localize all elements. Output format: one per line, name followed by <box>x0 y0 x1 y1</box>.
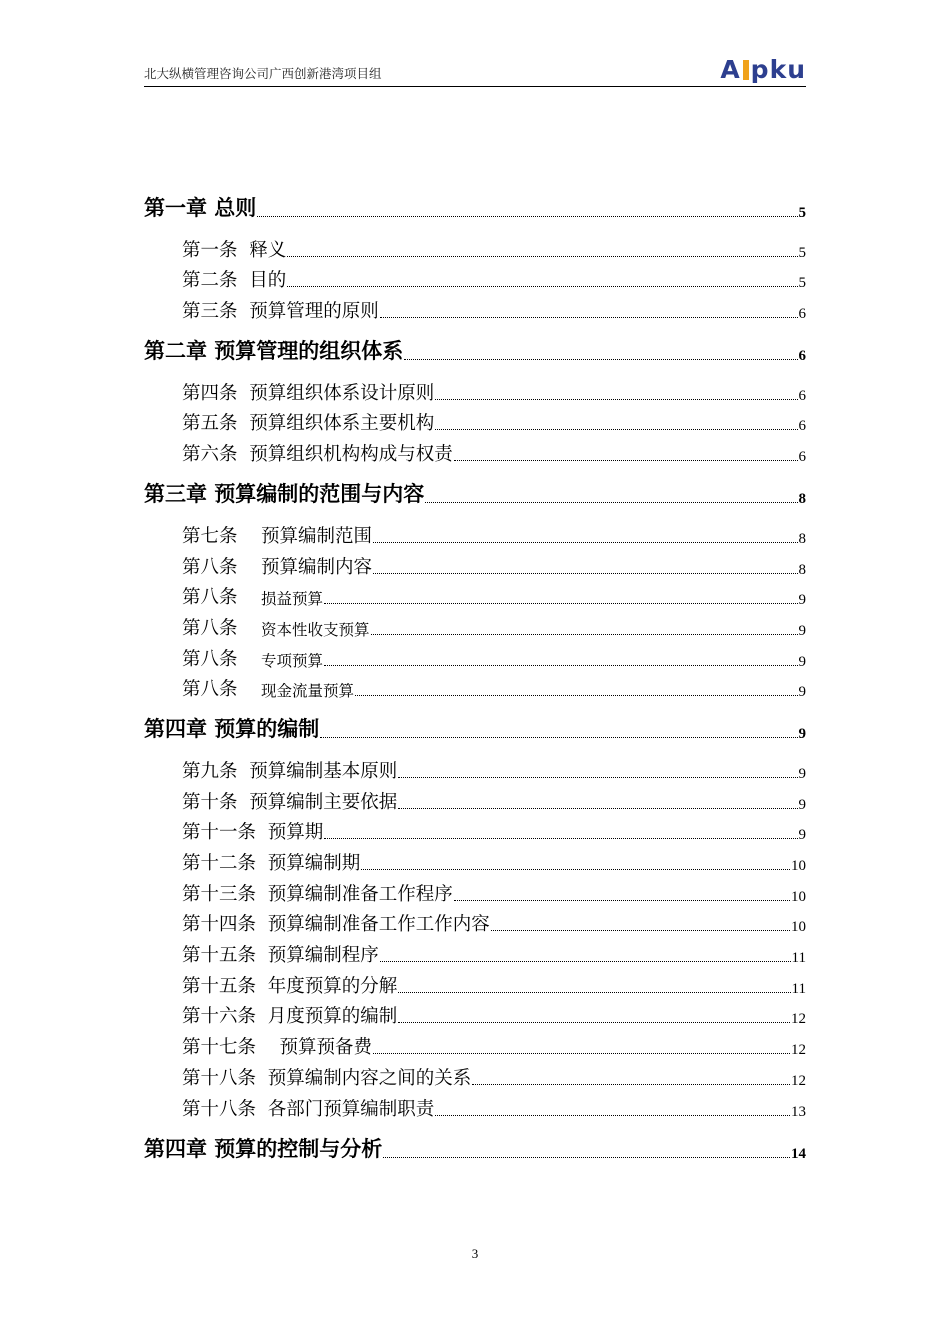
toc-section-title: 预算编制期 <box>267 853 361 874</box>
toc-section-title: 预算组织机构构成与权责 <box>249 444 453 466</box>
table-of-contents <box>144 192 806 1172</box>
toc-article-number: 第十八条 <box>182 1098 257 1120</box>
page-number: 3 <box>471 1246 479 1261</box>
toc-separator <box>238 241 250 262</box>
toc-section[interactable] <box>144 640 806 671</box>
toc-page-number: 9 <box>798 765 806 782</box>
toc-article-number: 第十七条 <box>182 1037 257 1059</box>
toc-separator <box>256 823 268 844</box>
dot-leader <box>404 358 797 360</box>
dot-leader <box>324 837 797 839</box>
dot-leader <box>454 899 790 901</box>
toc-page-number: 10 <box>791 919 806 936</box>
toc-separator <box>238 793 250 814</box>
toc-separator <box>238 558 262 579</box>
toc-section[interactable] <box>144 967 806 998</box>
toc-section[interactable] <box>144 1090 806 1121</box>
toc-separator <box>238 302 250 323</box>
toc-page-number: 9 <box>798 726 806 743</box>
toc-article-number: 第六条 <box>182 444 238 466</box>
toc-article-number: 第八条 <box>182 679 238 701</box>
toc-section-title: 各部门预算编制职责 <box>267 1098 435 1120</box>
toc-article-number: 第七条 <box>182 525 238 547</box>
toc-article-number: 第十条 <box>182 791 238 813</box>
dot-leader <box>373 541 797 543</box>
toc-section[interactable] <box>144 936 806 967</box>
dot-leader <box>257 215 797 217</box>
toc-separator <box>238 680 262 701</box>
toc-section[interactable] <box>144 1028 806 1059</box>
dot-leader <box>324 664 797 666</box>
logo-text-left: A <box>720 55 741 84</box>
toc-separator <box>238 588 262 609</box>
toc-article-number: 第十三条 <box>182 883 257 905</box>
toc-chapter-title: 第三章 预算编制的范围与内容 <box>144 481 425 507</box>
toc-section[interactable] <box>144 374 806 405</box>
toc-article-number: 第八条 <box>182 617 238 639</box>
toc-section[interactable] <box>144 405 806 436</box>
toc-page-number: 6 <box>798 449 806 466</box>
toc-chapter-title: 第四章 预算的控制与分析 <box>144 1135 383 1161</box>
dot-leader <box>435 398 797 400</box>
toc-section[interactable] <box>144 752 806 783</box>
toc-page-number: 11 <box>791 980 806 997</box>
toc-page-number: 8 <box>798 561 806 578</box>
toc-page-number: 12 <box>791 1072 806 1089</box>
toc-article-number: 第八条 <box>182 648 238 670</box>
toc-chapter[interactable] <box>144 1133 806 1163</box>
dot-leader <box>320 736 797 738</box>
toc-chapter-title: 第四章 预算的编制 <box>144 716 320 742</box>
toc-section[interactable] <box>144 875 806 906</box>
toc-article-number: 第十一条 <box>182 822 257 844</box>
toc-page-number: 6 <box>798 306 806 323</box>
toc-page-number: 9 <box>798 653 806 670</box>
toc-chapter-title: 第二章 预算管理的组织体系 <box>144 338 404 364</box>
dot-leader <box>380 960 791 962</box>
toc-article-number: 第一条 <box>182 239 238 261</box>
dot-leader <box>373 1052 790 1054</box>
toc-article-number: 第五条 <box>182 413 238 435</box>
toc-page-number: 12 <box>791 1042 806 1059</box>
toc-page-number: 9 <box>798 796 806 813</box>
toc-section-title: 预算编制准备工作工作内容 <box>267 914 490 936</box>
toc-section-title: 预算编制范围 <box>261 525 373 547</box>
toc-page-number: 5 <box>798 275 806 292</box>
dot-leader <box>491 929 790 931</box>
toc-page-number: 8 <box>798 530 806 547</box>
toc-section[interactable] <box>144 783 806 814</box>
page-header <box>144 52 806 87</box>
toc-section[interactable] <box>144 609 806 640</box>
company-logo <box>720 56 806 84</box>
toc-separator <box>256 915 268 936</box>
dot-leader <box>373 572 797 574</box>
toc-separator <box>238 619 262 640</box>
toc-page-number: 12 <box>791 1011 806 1028</box>
toc-section[interactable] <box>144 814 806 845</box>
dot-leader <box>435 428 797 430</box>
toc-page-number: 9 <box>798 684 806 701</box>
toc-page-number: 9 <box>798 622 806 639</box>
dot-leader <box>425 501 797 503</box>
toc-chapter[interactable] <box>144 192 806 222</box>
dot-leader <box>454 459 798 461</box>
toc-article-number: 第三条 <box>182 301 238 323</box>
toc-separator <box>238 271 250 292</box>
toc-section-title: 年度预算的分解 <box>267 975 398 997</box>
dot-leader <box>355 694 797 696</box>
toc-section[interactable] <box>144 671 806 702</box>
toc-separator <box>256 1007 268 1028</box>
toc-page-number: 13 <box>791 1103 806 1120</box>
toc-article-number: 第九条 <box>182 760 238 782</box>
toc-page-number: 5 <box>798 205 806 221</box>
toc-separator <box>238 414 250 435</box>
toc-section[interactable] <box>144 262 806 293</box>
toc-article-number: 第十五条 <box>182 945 257 967</box>
toc-section-title: 资本性收支预算 <box>261 620 370 639</box>
toc-separator <box>256 1100 268 1121</box>
toc-article-number: 第八条 <box>182 587 238 609</box>
toc-separator <box>238 527 262 548</box>
toc-page-number: 5 <box>798 244 806 261</box>
toc-section[interactable] <box>144 517 806 548</box>
toc-page-number: 9 <box>798 592 806 609</box>
toc-article-number: 第十四条 <box>182 914 257 936</box>
toc-separator <box>256 885 268 906</box>
toc-section[interactable] <box>144 998 806 1029</box>
toc-page-number: 10 <box>791 858 806 874</box>
toc-separator <box>256 854 268 875</box>
toc-separator <box>238 384 250 405</box>
toc-page-number: 11 <box>791 950 806 967</box>
toc-section[interactable] <box>144 292 806 323</box>
dot-leader <box>287 255 797 257</box>
toc-section-title: 预算编制程序 <box>267 945 379 967</box>
toc-page-number: 8 <box>798 491 806 508</box>
toc-section[interactable] <box>144 435 806 466</box>
toc-section-title: 预算管理的原则 <box>249 301 379 323</box>
toc-page-number: 9 <box>798 827 806 844</box>
toc-section-title: 损益预算 <box>261 590 324 609</box>
toc-page-number: 6 <box>798 418 806 435</box>
toc-separator <box>256 1038 280 1059</box>
toc-separator <box>256 946 268 967</box>
toc-section[interactable] <box>144 906 806 937</box>
toc-article-number: 第二条 <box>182 270 238 292</box>
toc-section-title: 释义 <box>249 239 287 261</box>
toc-page-number: 6 <box>798 387 806 404</box>
dot-leader <box>472 1083 790 1085</box>
toc-section[interactable] <box>144 844 806 875</box>
toc-article-number: 第十五条 <box>182 975 257 997</box>
toc-section-title: 预算编制内容 <box>261 556 373 578</box>
dot-leader <box>383 1156 790 1158</box>
toc-section-title: 现金流量预算 <box>261 682 355 701</box>
toc-section-title: 目的 <box>249 270 287 292</box>
header-company-text: 北大纵横管理咨询公司广西创新港湾项目组 <box>144 66 382 81</box>
dot-leader <box>371 633 798 635</box>
toc-section-title: 预算预备费 <box>279 1037 373 1059</box>
toc-chapter[interactable] <box>144 478 806 508</box>
toc-section-title: 预算组织体系主要机构 <box>249 413 435 435</box>
toc-article-number: 第八条 <box>182 556 238 578</box>
toc-section-title: 月度预算的编制 <box>267 1006 398 1028</box>
toc-article-number: 第十六条 <box>182 1006 257 1028</box>
toc-section-title: 预算编制基本原则 <box>249 760 398 782</box>
toc-section[interactable] <box>144 579 806 610</box>
toc-page-number: 6 <box>798 348 806 365</box>
toc-section-title: 预算期 <box>267 822 324 844</box>
dot-leader <box>398 1021 790 1023</box>
dot-leader <box>398 776 797 778</box>
toc-separator <box>238 445 250 466</box>
logo-mark-icon <box>743 60 749 80</box>
toc-page-number: 14 <box>791 1145 806 1162</box>
toc-section-title: 预算编制主要依据 <box>249 791 398 813</box>
dot-leader <box>324 602 797 604</box>
toc-separator <box>238 650 262 671</box>
dot-leader <box>287 285 797 287</box>
toc-section[interactable] <box>144 231 806 262</box>
toc-article-number: 第十二条 <box>182 853 257 874</box>
toc-separator <box>238 762 250 783</box>
toc-section-title: 预算组织体系设计原则 <box>249 382 435 404</box>
toc-article-number: 第十八条 <box>182 1067 257 1089</box>
toc-separator <box>256 977 268 998</box>
toc-separator <box>256 1069 268 1090</box>
dot-leader <box>398 807 797 809</box>
toc-chapter[interactable] <box>144 335 806 365</box>
toc-chapter-title: 第一章 总则 <box>144 195 257 220</box>
dot-leader <box>435 1114 790 1116</box>
logo-text-right: pku <box>750 55 806 84</box>
toc-section-title: 专项预算 <box>261 651 324 670</box>
toc-article-number: 第四条 <box>182 382 238 404</box>
dot-leader <box>361 868 790 870</box>
toc-chapter[interactable] <box>144 713 806 743</box>
dot-leader <box>380 316 798 318</box>
toc-section[interactable] <box>144 1059 806 1090</box>
dot-leader <box>398 991 790 993</box>
toc-section-title: 预算编制内容之间的关系 <box>267 1067 472 1089</box>
toc-section[interactable] <box>144 548 806 579</box>
toc-page-number: 10 <box>791 888 806 905</box>
toc-section-title: 预算编制准备工作程序 <box>267 883 453 905</box>
